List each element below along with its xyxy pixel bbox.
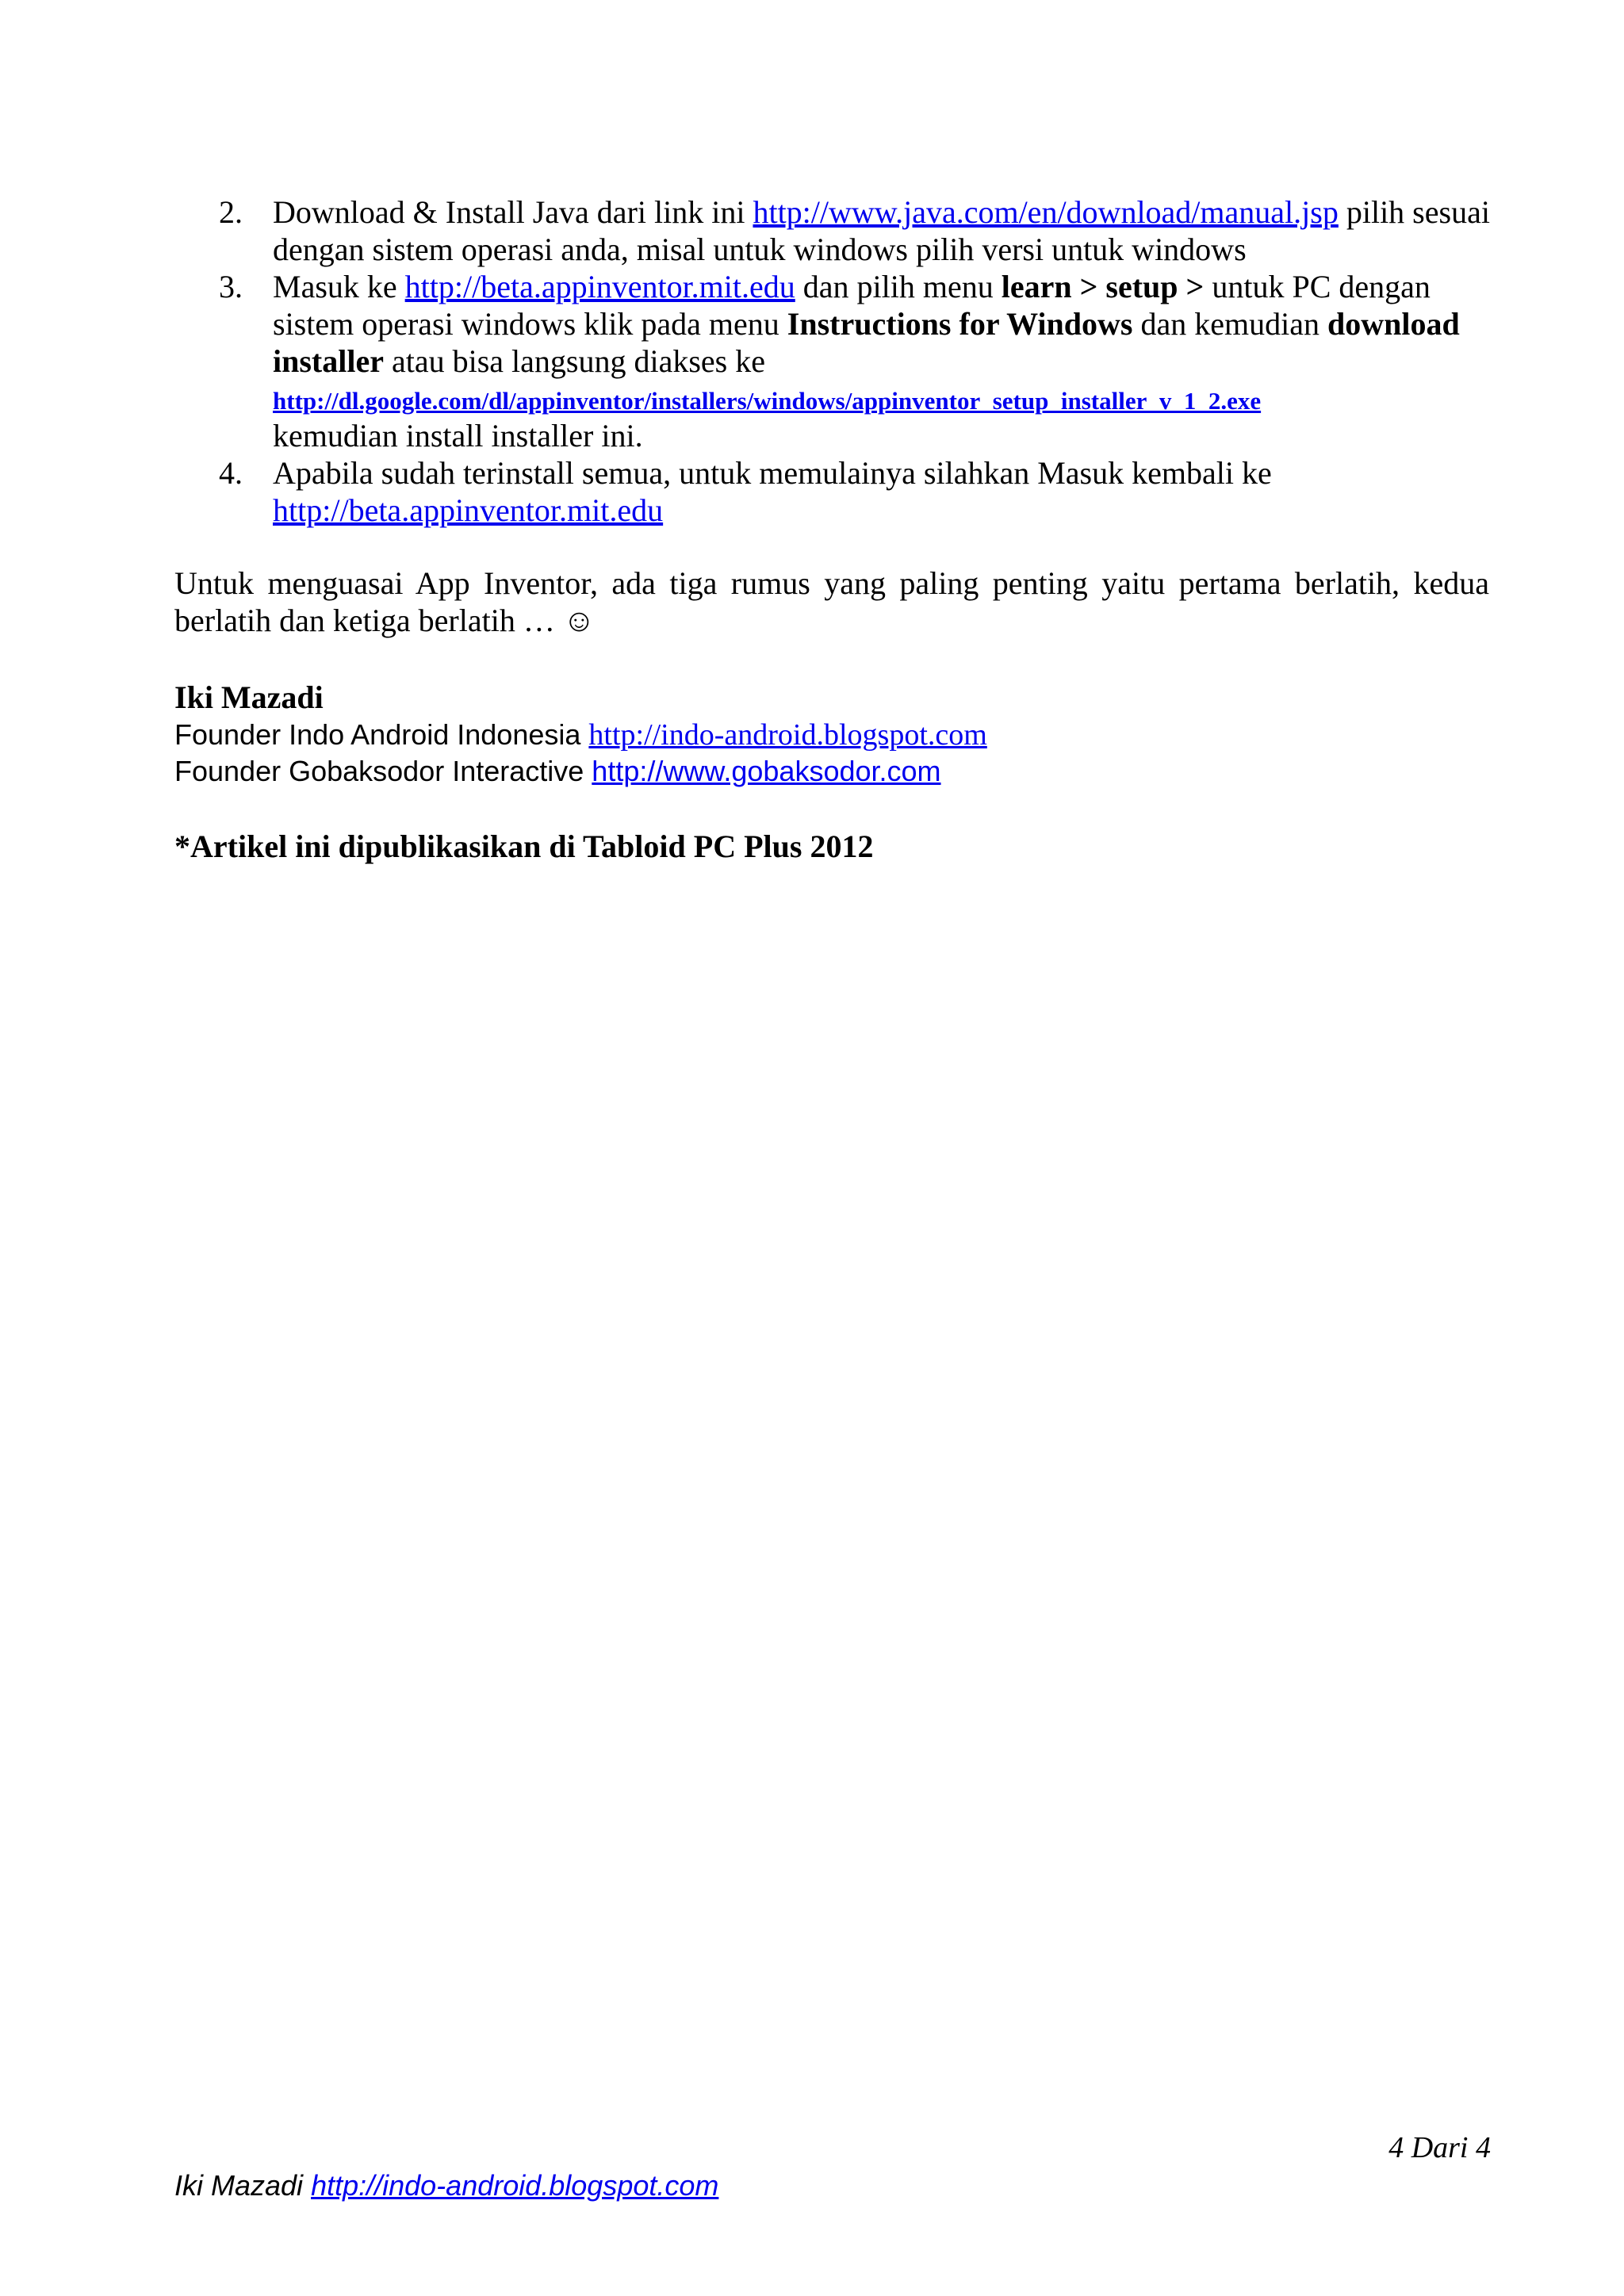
- step-text: dan kemudian: [1132, 306, 1327, 342]
- page-number: 4 Dari 4: [1388, 2131, 1491, 2164]
- closing-paragraph: Untuk menguasai App Inventor, ada tiga rumus yang paling penting yaitu pertama berlatih, kedua berlatih dan ketiga berlatih … ☺: [174, 565, 1489, 638]
- steps-list: [219, 193, 1503, 529]
- appinventor-link[interactable]: http://beta.appinventor.mit.edu: [273, 492, 664, 528]
- step-text: pilih sesuai dengan sistem operasi anda, misal untuk windows pilih versi untuk windows: [273, 194, 1490, 267]
- founder-label: Founder Gobaksodor Interactive: [174, 755, 592, 787]
- step-item: [219, 193, 1503, 268]
- step-text: atau bisa langsung diakses ke: [383, 343, 765, 379]
- step-text: untuk PC dengan sistem operasi windows klik pada menu: [273, 269, 1431, 342]
- step-number: 2.: [219, 194, 243, 230]
- step-number: 3.: [219, 269, 243, 304]
- gobaksodor-link[interactable]: http://www.gobaksodor.com: [592, 755, 941, 787]
- author-block: [174, 679, 1522, 790]
- step-text: kemudian install installer ini.: [273, 418, 643, 453]
- step-text: Apabila sudah terinstall semua, untuk memulainya silahkan Masuk kembali ke: [273, 455, 1272, 491]
- menu-instructions: Instructions for Windows: [787, 306, 1133, 342]
- java-download-link[interactable]: http://www.java.com/en/download/manual.jsp: [753, 194, 1339, 230]
- footer-author: Iki Mazadi: [174, 2169, 312, 2202]
- menu-download-installer: download installer: [273, 306, 1460, 379]
- step-item: [219, 268, 1503, 454]
- founder-label: Founder Indo Android Indonesia: [174, 718, 589, 751]
- publication-note: *Artikel ini dipublikasikan di Tabloid PC Plus 2012: [174, 828, 874, 864]
- step-text: dan pilih menu: [795, 269, 1002, 304]
- founder-line: [174, 753, 1522, 790]
- menu-path: learn > setup >: [1001, 269, 1205, 304]
- installer-download-link[interactable]: http://dl.google.com/dl/appinventor/installers/windows/appinventor_setup_installer_v_1_2.exe: [273, 387, 1262, 415]
- step-item: [219, 454, 1503, 529]
- step-text: Download & Install Java dari link ini: [273, 194, 753, 230]
- author-name: Iki Mazadi: [174, 679, 324, 715]
- footer-link[interactable]: http://indo-android.blogspot.com: [311, 2169, 719, 2202]
- indo-android-link[interactable]: http://indo-android.blogspot.com: [588, 718, 987, 752]
- appinventor-link[interactable]: http://beta.appinventor.mit.edu: [404, 269, 795, 304]
- step-text: Masuk ke: [273, 269, 405, 304]
- step-number: 4.: [219, 455, 243, 491]
- page-footer: [174, 2168, 718, 2204]
- founder-line: [174, 717, 1522, 753]
